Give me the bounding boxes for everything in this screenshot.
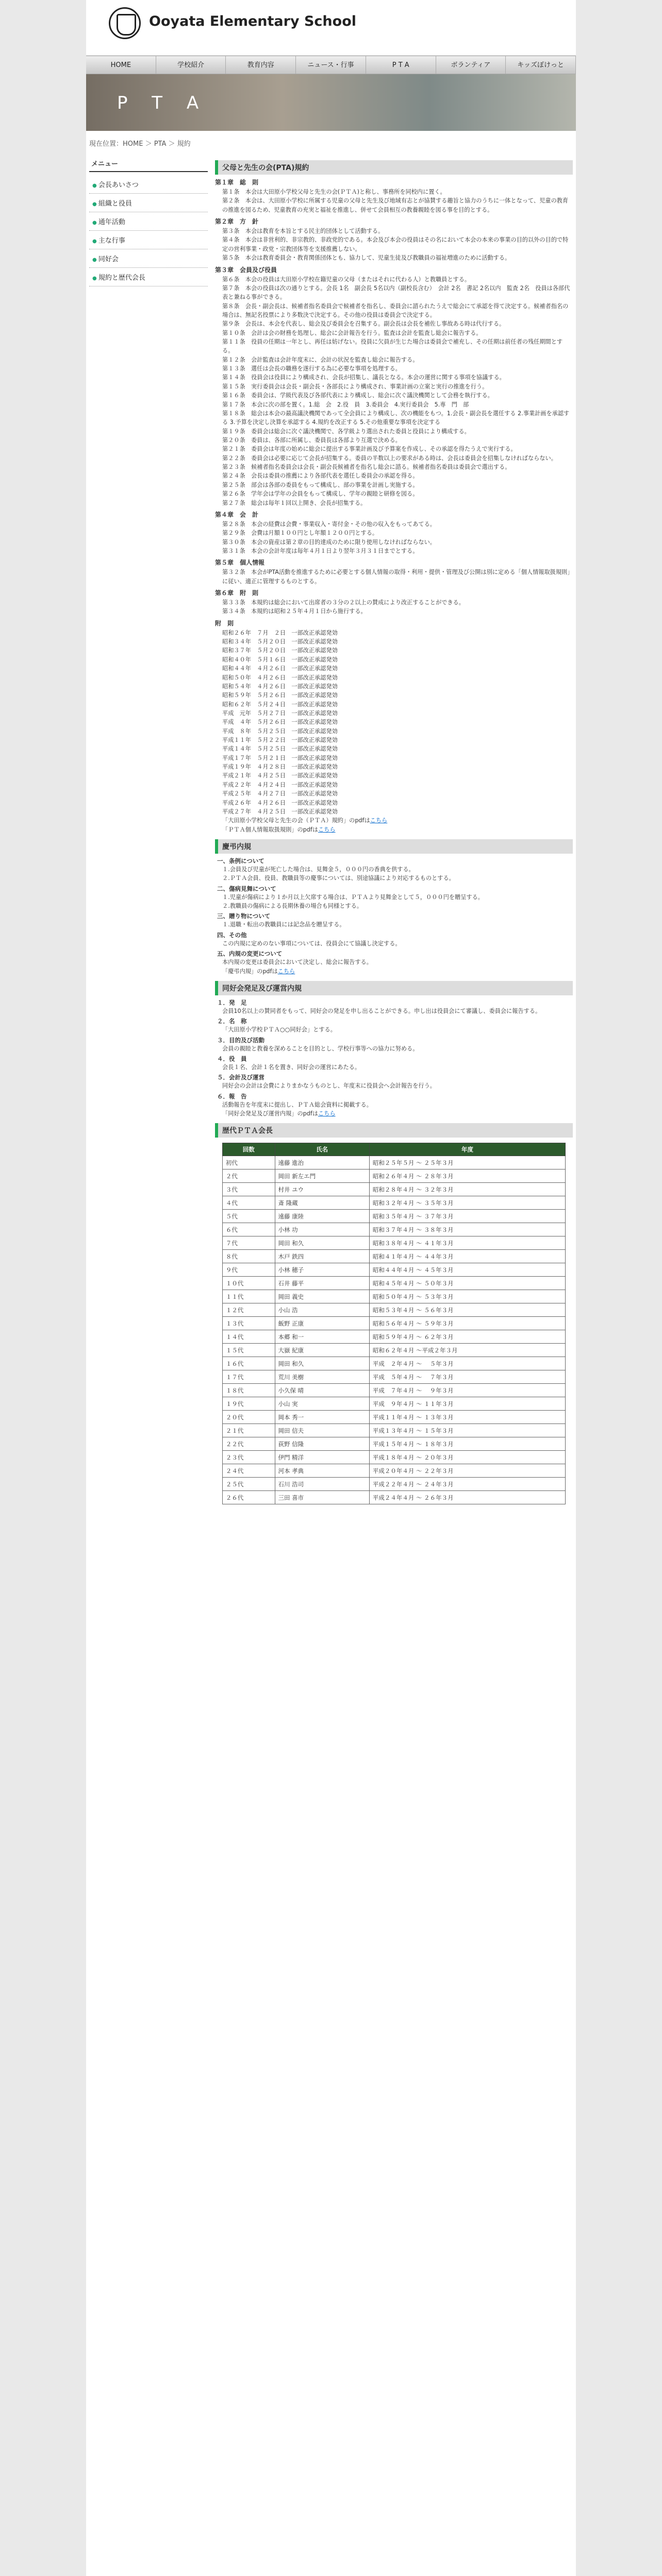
table-cell: 平成１８年４月 ～ ２０年３月 <box>369 1451 565 1464</box>
article-chapter: 第２章 方 針 <box>215 218 259 226</box>
side-menu-item[interactable]: ● 規約と歴代会長 <box>89 268 208 286</box>
table-cell: 木戸 鉄四 <box>275 1250 369 1263</box>
table-cell: 平成 ２年４月 ～ ５年３月 <box>369 1357 565 1370</box>
nav-item-5[interactable]: ボランティア <box>436 56 506 74</box>
table-cell: １３代 <box>222 1317 275 1330</box>
section-title-keicho: 慶弔内規 <box>215 839 573 854</box>
table-cell: ７代 <box>222 1236 275 1250</box>
dokokai-link-text: 「同好会発足及び運営内規」のpdfは <box>222 1110 318 1117</box>
article-text: 第３１条 本会の会計年度は毎年４月１日より翌年３月３１日までとする。 <box>222 547 419 554</box>
table-cell: 昭和６２年４月 ～平成２年３月 <box>369 1344 565 1357</box>
table-cell: 昭和３８年４月 ～ ４１年３月 <box>369 1236 565 1250</box>
article-chapter: 第１章 総 則 <box>215 179 259 186</box>
table-cell: 平成 ５年４月 ～ ７年３月 <box>369 1370 565 1384</box>
table-cell: １５代 <box>222 1344 275 1357</box>
table-cell: 小山 浩 <box>275 1303 369 1317</box>
table-cell: 大嶽 紀康 <box>275 1344 369 1357</box>
page-banner <box>86 74 576 131</box>
side-menu-item[interactable]: ● 主な行事 <box>89 231 208 249</box>
table-header: 年度 <box>369 1143 565 1156</box>
article-text: 第５条 本会は教育委員会・教育関係団体とも、協力して、児童生徒及び教職員の福祉増進のために活動する。 <box>222 255 511 262</box>
table-header: 氏名 <box>275 1143 369 1156</box>
table-cell: 遠藤 康陸 <box>275 1210 369 1223</box>
article-chapter: 第３章 会員及び役員 <box>215 266 277 274</box>
table-cell: 伊門 精洋 <box>275 1451 369 1464</box>
banner-title: P T A <box>117 93 208 113</box>
article-text: 第３３条 本規約は総会において出席者の３分の２以上の賛成により改正することができる。 <box>222 599 465 606</box>
table-cell: 遠藤 進治 <box>275 1156 369 1170</box>
article-text: 第１０条 会計は会の財務を処理し、総会に会計報告を行う。監査は会計を監査し総会に報告する。 <box>222 329 482 336</box>
table-row <box>222 1491 565 1504</box>
article-text: 第９条 会長は、本会を代表し、総会及び委員会を召集する。副会長は会長を補佐し事故ある時は代行する。 <box>222 320 505 328</box>
table-row <box>222 1196 565 1210</box>
article-text: 第２２条 委員会は必要に応じて会長が招集する。委員の半数以上の要求がある時は、会長は委員会を招集しなければならない。 <box>222 454 557 462</box>
history-item: 昭和５４年 ４月２６日 一部改正承認発効 <box>222 683 338 690</box>
table-cell: １７代 <box>222 1370 275 1384</box>
table-row <box>222 1290 565 1303</box>
table-cell: 昭和４１年４月 ～ ４４年３月 <box>369 1250 565 1263</box>
keicho-item: 三、贈り物について <box>217 912 271 920</box>
table-cell: ６代 <box>222 1223 275 1236</box>
dokokai-pdf-link[interactable]: こちら <box>318 1110 336 1117</box>
table-cell: ３代 <box>222 1183 275 1196</box>
history-item: 昭和５９年 ５月２６日 一部改正承認発効 <box>222 692 338 699</box>
table-cell: ８代 <box>222 1250 275 1263</box>
article-text: 第２９条 会費は月額１００円とし年額１２００円とする。 <box>222 530 378 537</box>
article-text: 第２３条 候補者指名委員会は会長・副会長候補者を指名し総会に諮る。候補者指名委員は委員会で選出する。 <box>222 464 511 471</box>
dokokai-item: ５．会計及び運営 <box>217 1074 264 1081</box>
table-cell: ２６代 <box>222 1491 275 1504</box>
history-item: 平成２２年 ４月２４日 一部改正承認発効 <box>222 781 338 788</box>
dokokai-item: １．発 足 <box>217 998 247 1006</box>
table-header: 回数 <box>222 1143 275 1156</box>
keicho-item: 五、内規の変更について <box>217 950 283 958</box>
dokokai-item: ４．役 員 <box>217 1055 247 1062</box>
table-cell: 三田 喜市 <box>275 1491 369 1504</box>
keicho-item: 本内規の変更は委員会において決定し、総会に報告する。 <box>222 959 372 966</box>
table-row <box>222 1183 565 1196</box>
table-row <box>222 1411 565 1424</box>
table-row <box>222 1156 565 1170</box>
article-text: 第７条 本会の役員は次の通りとする。会長 1名 副会長 5名以内（副校長含む） 会計 2名 書記 2名以内 監査 2名 役員は各部代表と兼ねる事ができる。 <box>222 284 570 301</box>
table-cell: 岡田 和久 <box>275 1357 369 1370</box>
table-cell: 昭和５６年４月 ～ ５９年３月 <box>369 1317 565 1330</box>
nav-item-2[interactable]: 教育内容 <box>226 56 296 74</box>
table-cell: 昭和５０年４月 ～ ５３年３月 <box>369 1290 565 1303</box>
table-cell: 初代 <box>222 1156 275 1170</box>
table-cell: 岡本 秀一 <box>275 1411 369 1424</box>
table-cell: 平成 ７年４月 ～ ９年３月 <box>369 1384 565 1397</box>
article-text: 第１８条 総会は本会の最高議決機関であって全会員により構成し、次の機能をもつ。1.会長・副会長を選任する 2.事業計画を承認する 3.予算を決定し決算を承認する 4.規約を改正する 5.その他重要な事項を決定する <box>222 410 570 426</box>
article-text: 第１１条 役員の任期は一年とし、再任は妨げない。役員に欠員が生じた場合は委員会で補充し、その任期は前任者の残任期間とする。 <box>222 338 563 354</box>
article-text: 第６条 本会の役員は大田原小学校在籍児童の父母（またはそれに代わる人）と教職員とする。 <box>222 276 471 283</box>
keicho-item: １.会員及び児童が死亡した場合は、見舞金５，０００円の香典を供する。 <box>222 866 415 873</box>
table-row <box>222 1277 565 1290</box>
keicho-item: この内規に定めのない事項については、役員会にて協議し決定する。 <box>222 940 401 947</box>
rekidai-table <box>222 1143 566 1504</box>
article-text: 第１７条 本会に次の部を置く。1.総 会 2.役 員 3.委員会 4.実行委員会 5.専 門 部 <box>222 401 469 408</box>
table-cell: 昭和３２年４月 ～ ３５年３月 <box>369 1196 565 1210</box>
keicho-item: 二、傷病見舞について <box>217 885 276 892</box>
history-item: 昭和３７年 ５月２０日 一部改正承認発効 <box>222 647 338 654</box>
table-cell: 平成２４年４月 ～ ２６年３月 <box>369 1491 565 1504</box>
table-cell: 昭和２８年４月 ～ ３２年３月 <box>369 1183 565 1196</box>
global-nav <box>86 56 576 74</box>
table-cell: 石川 浩司 <box>275 1478 369 1491</box>
table-cell: １６代 <box>222 1357 275 1370</box>
dokokai-item: ２．名 称 <box>217 1018 247 1025</box>
breadcrumb: 現在位置：HOME ＞ PTA ＞ 規約 <box>89 140 191 148</box>
article-chapter: 第５章 個人情報 <box>215 559 265 567</box>
table-cell: ２５代 <box>222 1478 275 1491</box>
article-text: 第８条 会長・副会長は、候補者指名委員会で候補者を指名し、委員会に諮られたうえで総会にて承認を得て決定する。候補者指名の場合は、無記名投票により多数決で決定する。その他の役員は委員会で決定する。 <box>222 302 569 318</box>
side-menu-item[interactable]: ● 会長あいさつ <box>89 175 208 194</box>
table-cell: 岡田 信夫 <box>275 1424 369 1437</box>
keicho-item: 一、条例について <box>217 857 264 865</box>
dokokai-item: 会員の親睦と教養を深めることを目的とし、学校行事等への協力に努める。 <box>222 1045 419 1052</box>
history-item: 平成 ８年 ５月２５日 一部改正承認発効 <box>222 727 338 735</box>
table-cell: 昭和５９年４月 ～ ６２年３月 <box>369 1330 565 1344</box>
table-cell: 岡田 新左エ門 <box>275 1170 369 1183</box>
table-row <box>222 1250 565 1263</box>
table-cell: 小林 功 <box>275 1223 369 1236</box>
table-row <box>222 1451 565 1464</box>
section-title-dokokai: 同好会発足及び運営内規 <box>215 981 573 995</box>
keicho-link-text: 「慶弔内規」のpdfは <box>222 968 278 975</box>
history-item: 昭和２６年 ７月 ２日 一部改正承認発効 <box>222 629 338 636</box>
article-text: 第３０条 本会の資産は第２章の目的達成のために限り使用しなければならない。 <box>222 538 436 546</box>
history-item: 昭和４０年 ５月１６日 一部改正承認発効 <box>222 656 338 663</box>
kiyaku-link-text: 「ＰＴＡ個人情報取扱規則」のpdfは <box>222 826 318 833</box>
dokokai-item: ３．目的及び活動 <box>217 1036 264 1044</box>
article-text: 第３２条 本会がPTA活動を推進するために必要とする個人情報の取得・利用・提供・管理及び公開は別に定める「個人情報取扱規則」に従い、適正に管理するものとする。 <box>222 569 570 585</box>
table-row <box>222 1223 565 1236</box>
table-cell: 荻野 信隆 <box>275 1437 369 1451</box>
table-row <box>222 1384 565 1397</box>
article-text: 第１５条 実行委員会は会長・副会長・各部長により構成され、事業計画の立案と実行の推進を行う。 <box>222 383 488 390</box>
table-cell: 昭和４４年４月 ～ ４５年３月 <box>369 1263 565 1277</box>
table-cell: 村井 ユウ <box>275 1183 369 1196</box>
table-cell: 小林 穂子 <box>275 1263 369 1277</box>
article-text: 第２４条 会長は委員の推薦により各部代表を選任し委員会の承認を得る。 <box>222 472 419 480</box>
table-row <box>222 1263 565 1277</box>
table-cell: 昭和３７年４月 ～ ３８年３月 <box>369 1223 565 1236</box>
site-name[interactable]: Ooyata Elementary School <box>149 13 356 29</box>
side-menu-head: メニュー <box>89 155 208 172</box>
table-cell: 平成 ９年４月 ～ １１年３月 <box>369 1397 565 1411</box>
kiyaku-link-text: 「大田原小学校父母と先生の会（ＰＴＡ）規約」のpdfは <box>222 817 370 824</box>
table-row <box>222 1437 565 1451</box>
table-cell: 小久保 晴 <box>275 1384 369 1397</box>
table-row <box>222 1464 565 1478</box>
history-item: 平成２１年 ４月２５日 一部改正承認発効 <box>222 772 338 779</box>
table-cell: 昭和３５年４月 ～ ３７年３月 <box>369 1210 565 1223</box>
history-item: 平成１４年 ５月２５日 一部改正承認発効 <box>222 745 338 753</box>
article-text: 第１条 本会は大田原小学校父母と先生の会(ＰＴＡ)と称し、事務所を同校内に置く。 <box>222 189 446 195</box>
article-text: 第４条 本会は非営利的、非宗教的、非政党的である。本会及び本会の役員はその名において本会の本来の事業の目的以外の目的で特定の営利事業・政党・宗教団体等を支援推薦しない。 <box>222 236 569 252</box>
table-row <box>222 1236 565 1250</box>
side-menu <box>89 155 208 1510</box>
table-row <box>222 1170 565 1183</box>
table-row <box>222 1317 565 1330</box>
keicho-pdf-link[interactable]: こちら <box>277 968 295 975</box>
table-cell: ２２代 <box>222 1437 275 1451</box>
table-cell: 平成１１年４月 ～ １３年３月 <box>369 1411 565 1424</box>
table-cell: 本郷 和一 <box>275 1330 369 1344</box>
header <box>86 0 576 56</box>
article-text: 第３条 本会は教育を本旨とする民主的団体として活動する。 <box>222 228 384 235</box>
history-item: 平成２６年 ４月２６日 一部改正承認発効 <box>222 799 338 806</box>
page <box>86 0 576 2576</box>
table-row <box>222 1397 565 1411</box>
article-text: 第１９条 委員会は総会に次ぐ議決機関で、各学級より選出された委員と役員により構成する。 <box>222 428 470 435</box>
dokokai-item: 会員10名以上の賛同者をもって、同好会の発足を申し出ることができる。申し出は役員会にて審議し、委員会に報告する。 <box>222 1007 541 1014</box>
table-cell: ２代 <box>222 1170 275 1183</box>
table-row <box>222 1344 565 1357</box>
dokokai-item: 会長１名、会計１名を置き、同好会の運営にあたる。 <box>222 1063 361 1071</box>
table-cell: ２１代 <box>222 1424 275 1437</box>
article-text: 第２８条 本会の経費は会費・事業収入・寄付金・その他の収入をもってあてる。 <box>222 520 436 528</box>
history-heading: 附 則 <box>215 619 234 627</box>
table-cell: １２代 <box>222 1303 275 1317</box>
nav-item-0[interactable]: HOME <box>86 56 156 74</box>
table-cell: 昭和２６年４月 ～ ２８年３月 <box>369 1170 565 1183</box>
table-cell: 昭和５３年４月 ～ ５６年３月 <box>369 1303 565 1317</box>
table-cell: １８代 <box>222 1384 275 1397</box>
table-cell: ２０代 <box>222 1411 275 1424</box>
table-cell: 斎 隆蔵 <box>275 1196 369 1210</box>
table-row <box>222 1330 565 1344</box>
table-cell: 平成２２年４月 ～ ２４年３月 <box>369 1478 565 1491</box>
dokokai-item: 活動報告を年度末に提出し、ＰＴＡ総会資料に掲載する。 <box>222 1101 372 1108</box>
section-title-kiyaku: 父母と先生の会(PTA)規約 <box>215 160 573 175</box>
keicho-item: ２.教職員の傷病による長期休養の場合も同様とする。 <box>222 903 363 910</box>
table-cell: 岡田 義史 <box>275 1290 369 1303</box>
article-text: 第２５条 部会は各部の委員をもって構成し、部の事業を計画し実施する。 <box>222 481 419 488</box>
table-cell: ９代 <box>222 1263 275 1277</box>
dokokai-item: ６．報 告 <box>217 1092 247 1100</box>
dokokai-item: 「大田原小学校ＰＴＡ○○同好会」とする。 <box>222 1026 336 1033</box>
article-chapter: 第６章 附 則 <box>215 589 259 597</box>
article-text: 第３４条 本規約は昭和２５年４月１日から施行する。 <box>222 608 367 615</box>
table-cell: 飯野 正康 <box>275 1317 369 1330</box>
main-content <box>215 155 573 1510</box>
table-cell: １４代 <box>222 1330 275 1344</box>
table-cell: １９代 <box>222 1397 275 1411</box>
table-cell: 小山 実 <box>275 1397 369 1411</box>
history-item: 平成 ４年 ５月２６日 一部改正承認発効 <box>222 719 338 726</box>
side-menu-item[interactable]: ● 同好会 <box>89 249 208 268</box>
table-cell: 平成１３年４月 ～ １５年３月 <box>369 1424 565 1437</box>
nav-item-6[interactable]: キッズぽけっと <box>506 56 576 74</box>
table-cell: 岡田 和久 <box>275 1236 369 1250</box>
side-menu-item[interactable]: ● 通年活動 <box>89 212 208 231</box>
article-text: 第１４条 役員会は役員により構成され、会長が招集し、議長となる。本会の運営に関する事項を協議する。 <box>222 374 505 381</box>
article-text: 第２１条 委員会は年度の始めに総会に提出する事業計画及び予算案を作成し、その承認を得たうえで実行する。 <box>222 446 517 453</box>
keicho-item: １.退職・転出の教職員には記念品を贈呈する。 <box>222 921 345 928</box>
history-item: 平成１９年 ４月２８日 一部改正承認発効 <box>222 764 338 771</box>
table-cell: 荒川 美樹 <box>275 1370 369 1384</box>
nav-item-3[interactable]: ニュース・行事 <box>296 56 366 74</box>
history-item: 平成２７年 ４月２５日 一部改正承認発効 <box>222 808 338 815</box>
dokokai-item: 同好会の会計は会費によりまかなうものとし、年度末に役員会へ会計報告を行う。 <box>222 1082 436 1090</box>
table-row <box>222 1303 565 1317</box>
table-cell: ２４代 <box>222 1464 275 1478</box>
article-text: 第１６条 委員会は、学級代表及び各部代表により構成し、総会に次ぐ議決機関として会務を執行する。 <box>222 392 493 399</box>
table-row <box>222 1478 565 1491</box>
history-item: 平成１７年 ５月２１日 一部改正承認発効 <box>222 754 338 761</box>
keicho-item: １.児童が傷病により１か月以上欠席する場合は、ＰＴＡより見舞金として５，０００円を贈呈する。 <box>222 893 484 901</box>
section-title-rekidai: 歴代ＰＴＡ会長 <box>215 1123 573 1138</box>
table-cell: ４代 <box>222 1196 275 1210</box>
history-item: 昭和４４年 ４月２６日 一部改正承認発効 <box>222 665 338 672</box>
history-item: 昭和６２年 ５月２４日 一部改正承認発効 <box>222 701 338 708</box>
nav-item-1[interactable]: 学校紹介 <box>156 56 226 74</box>
article-text: 第２７条 総会は毎年１回以上開き、会長が招集する。 <box>222 499 367 506</box>
article-text: 第２０条 委員は、各部に所属し、委員長は各部より互選で決める。 <box>222 436 401 444</box>
nav-item-4[interactable]: P T A <box>366 56 436 74</box>
history-item: 昭和３４年 ５月２０日 一部改正承認発効 <box>222 638 338 646</box>
table-cell: １１代 <box>222 1290 275 1303</box>
history-item: 昭和５０年 ４月２６日 一部改正承認発効 <box>222 674 338 681</box>
table-cell: 平成２０年４月 ～ ２２年３月 <box>369 1464 565 1478</box>
table-cell: 河本 孝典 <box>275 1464 369 1478</box>
table-cell: １０代 <box>222 1277 275 1290</box>
table-row <box>222 1357 565 1370</box>
table-row <box>222 1210 565 1223</box>
article-text: 第１２条 会計監査は会計年度末に、会計の状況を監査し総会に報告する。 <box>222 356 419 363</box>
kiyaku-pdf-link[interactable]: こちら <box>318 826 336 833</box>
article-chapter: 第４章 会 計 <box>215 511 259 518</box>
article-text: 第１３条 選任は会長の職務を遂行する為に必要な事項を処理する。 <box>222 365 401 372</box>
side-menu-item[interactable]: ● 組織と役員 <box>89 194 208 212</box>
table-row <box>222 1370 565 1384</box>
keicho-item: ２.ＰＴＡ会員、役員、教職員等の慶事については、別途協議により対応するものとする。 <box>222 875 455 882</box>
table-cell: 昭和２５年５月 ～ ２５年３月 <box>369 1156 565 1170</box>
history-item: 平成 元年 ５月２７日 一部改正承認発効 <box>222 709 338 717</box>
keicho-item: 四、その他 <box>217 931 247 939</box>
table-cell: 石井 藤平 <box>275 1277 369 1290</box>
article-text: 第２６条 学年会は学年の会員をもって構成し、学年の親睦と研修を図る。 <box>222 490 419 498</box>
history-item: 平成１１年 ５月２２日 一部改正承認発効 <box>222 737 338 744</box>
table-cell: ５代 <box>222 1210 275 1223</box>
table-cell: 昭和４５年４月 ～ ５０年３月 <box>369 1277 565 1290</box>
table-cell: ２３代 <box>222 1451 275 1464</box>
table-cell: 平成１５年４月 ～ １８年３月 <box>369 1437 565 1451</box>
table-row <box>222 1424 565 1437</box>
article-text: 第２条 本会は、大田原小学校に所属する児童の父母と先生及び地域有志とが協賛する趣旨と協力のうちに一体となって、児童の教育の推進を図るため、児童教育の充実と福祉を推進し、併せて会員相互の教養親睦を図る事を目的とする。 <box>222 197 569 213</box>
school-logo-icon[interactable] <box>109 7 141 39</box>
history-item: 平成２５年 ４月２７日 一部改正承認発効 <box>222 790 338 798</box>
kiyaku-pdf-link[interactable]: こちら <box>370 817 388 824</box>
